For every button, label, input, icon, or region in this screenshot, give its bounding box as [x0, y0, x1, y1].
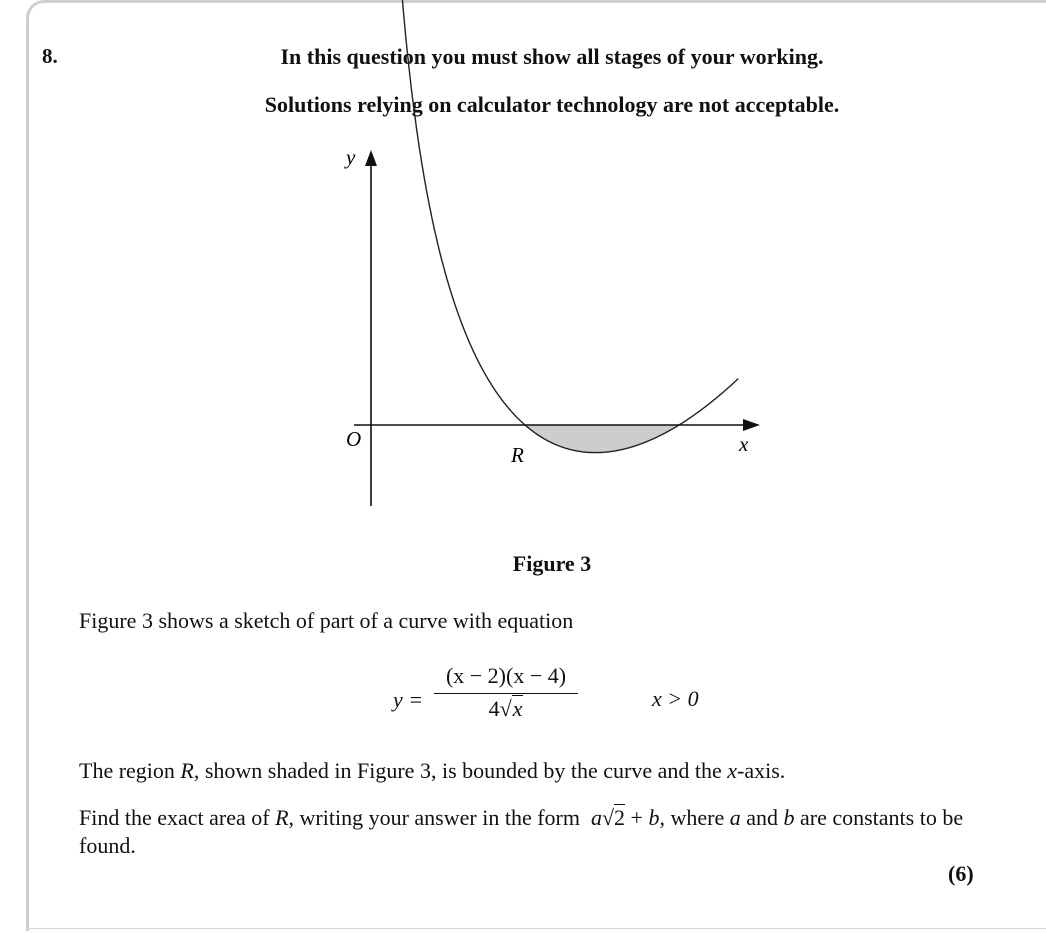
region-sentence: The region R, shown shaded in Figure 3, is bounded by the curve and the x-axis. — [79, 758, 786, 783]
instruction-calculator: Solutions relying on calculator technology are not acceptable. — [264, 92, 840, 117]
equation-denominator — [432, 694, 580, 722]
denominator-coefficient: 4 — [488, 696, 500, 721]
sqrt-sign-icon: √ — [601, 805, 615, 830]
equation-condition: x > 0 — [652, 686, 699, 711]
marks-label: (6) — [948, 861, 974, 886]
denominator-variable: x — [512, 696, 523, 721]
figure-caption: Figure 3 — [512, 551, 592, 576]
y-axis-label: y — [346, 145, 356, 169]
question-number: 8. — [42, 44, 58, 68]
task-sentence: Find the exact area of R, writing your answer in the form a√2 + b, where a and b are constants to be found. — [79, 805, 964, 858]
page-divider — [28, 928, 1046, 929]
equation-numerator: (x − 2)(x − 4) — [445, 663, 567, 688]
intro-text: Figure 3 shows a sketch of part of a curve with equation — [79, 608, 574, 633]
x-axis-arrowhead — [743, 419, 760, 431]
y-axis-arrowhead — [365, 150, 377, 166]
origin-label: O — [346, 427, 362, 451]
sqrt-sign-icon: √ — [499, 696, 512, 721]
region-label: R — [511, 443, 524, 467]
equation-fraction — [432, 663, 580, 722]
x-axis-label: x — [739, 432, 749, 456]
equation-lhs: y = — [393, 687, 424, 712]
instruction-working: In this question you must show all stages of your working. — [280, 44, 824, 69]
curve-line — [400, 0, 739, 453]
shaded-region — [525, 425, 679, 453]
